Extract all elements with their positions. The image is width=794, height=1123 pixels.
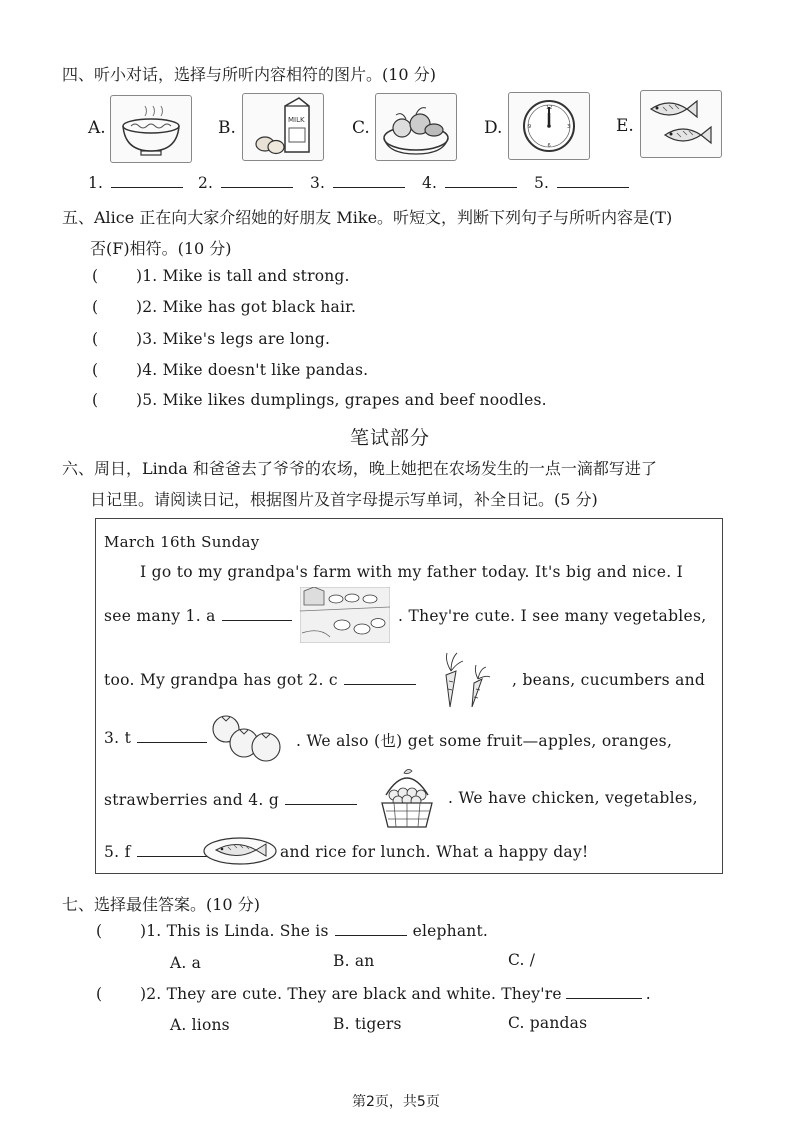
diary-line-4-rest: . We also (也) get some fruit—apples, oranges, — [296, 732, 673, 750]
noodle-bowl-icon — [110, 95, 192, 163]
tf-item-1: ( )1. Mike is tall and strong. — [92, 267, 350, 285]
svg-text:12: 12 — [546, 105, 553, 111]
blank-2[interactable] — [344, 684, 416, 685]
diary-date: March 16th Sunday — [104, 533, 260, 551]
answer-4[interactable]: 4. — [422, 174, 517, 192]
tf-item-3: ( )3. Mike's legs are long. — [92, 330, 331, 348]
diary-line-3-rest: , beans, cucumbers and — [512, 671, 706, 689]
q2-choice-b[interactable]: B. tigers — [333, 1015, 402, 1033]
blank-5[interactable] — [137, 856, 207, 857]
answer-blank[interactable] — [557, 187, 629, 188]
vegetable-basket-icon — [375, 93, 457, 161]
mc-question-1: ( )1. This is Linda. She is elephant. — [96, 922, 489, 940]
answer-blank[interactable] — [333, 187, 405, 188]
svg-text:6: 6 — [547, 143, 551, 149]
q1-choice-b[interactable]: B. an — [333, 952, 375, 970]
clock-icon — [508, 92, 590, 160]
answer-paren[interactable]: ( — [96, 922, 103, 940]
section-5-title-line1: 五、Alice 正在向大家介绍她的好朋友 Mike。听短文，判断下列句子与所听内容是(T) — [62, 208, 673, 227]
svg-text:MILK: MILK — [288, 116, 305, 124]
diary-line-5: strawberries and 4. g — [104, 791, 357, 809]
fish-plate-icon — [202, 831, 278, 867]
option-d-label: D. — [484, 118, 503, 138]
blank-q1[interactable] — [335, 935, 407, 936]
answer-paren[interactable]: ( — [92, 298, 99, 316]
diary-line-6-rest: and rice for lunch. What a happy day! — [280, 843, 589, 861]
answer-paren[interactable]: ( — [96, 985, 103, 1003]
tf-item-2: ( )2. Mike has got black hair. — [92, 298, 357, 316]
blank-4[interactable] — [285, 804, 357, 805]
q2-choice-a[interactable]: A. lions — [170, 1016, 230, 1034]
fish-icon — [640, 90, 722, 158]
diary-line-5-rest: . We have chicken, vegetables, — [448, 789, 698, 807]
q1-choice-c[interactable]: C. / — [508, 951, 536, 969]
answer-paren[interactable]: ( — [92, 330, 99, 348]
answer-5[interactable]: 5. — [534, 174, 629, 192]
option-e-label: E. — [616, 116, 634, 136]
carrot-icon — [436, 649, 506, 709]
animals-farm-icon — [300, 587, 390, 643]
answer-blank[interactable] — [445, 187, 517, 188]
page-footer: 第2页，共5页 — [352, 1094, 440, 1110]
diary-line-3: too. My grandpa has got 2. c — [104, 671, 416, 689]
answer-blank[interactable] — [111, 187, 183, 188]
diary-box — [95, 518, 723, 874]
section-6-title-line2: 日记里。请阅读日记，根据图片及首字母提示写单词，补全日记。(5 分) — [90, 490, 598, 509]
option-a-label: A. — [88, 118, 106, 138]
answer-3[interactable]: 3. — [310, 174, 405, 192]
written-part-heading: 笔试部分 — [350, 427, 431, 449]
diary-line-2-rest: . They're cute. I see many vegetables, — [398, 607, 707, 625]
diary-line-1: I go to my grandpa's farm with my father today. It's big and nice. I — [140, 563, 684, 581]
svg-text:9: 9 — [528, 124, 532, 130]
answer-paren[interactable]: ( — [92, 391, 99, 409]
option-c-label: C. — [352, 118, 370, 138]
section-7-title: 七、选择最佳答案。(10 分) — [62, 895, 260, 914]
tf-item-5: ( )5. Mike likes dumplings, grapes and beef noodles. — [92, 391, 547, 409]
section-5-title-line2: 否(F)相符。(10 分) — [90, 239, 232, 258]
blank-3[interactable] — [137, 742, 207, 743]
section-4-title: 四、听小对话，选择与所听内容相符的图片。(10 分) — [62, 65, 436, 84]
section-6-title-line1: 六、周日，Linda 和爸爸去了爷爷的农场，晚上她把在农场发生的一点一滴都写进了 — [62, 459, 657, 478]
diary-line-2: see many 1. a — [104, 607, 292, 625]
answer-blank[interactable] — [221, 187, 293, 188]
tf-item-4: ( )4. Mike doesn't like pandas. — [92, 361, 369, 379]
answer-2[interactable]: 2. — [198, 174, 293, 192]
blank-q2[interactable] — [566, 998, 642, 999]
answer-1[interactable]: 1. — [88, 174, 183, 192]
tomato-icon — [208, 711, 288, 767]
q2-choice-c[interactable]: C. pandas — [508, 1014, 588, 1032]
mc-question-2: ( )2. They are cute. They are black and white. They're . — [96, 985, 651, 1003]
blank-1[interactable] — [222, 620, 292, 621]
grape-basket-icon — [374, 765, 440, 831]
q1-choice-a[interactable]: A. a — [170, 954, 202, 972]
milk-and-eggs-icon — [242, 93, 324, 161]
answer-paren[interactable]: ( — [92, 361, 99, 379]
diary-line-6: 5. f — [104, 843, 207, 861]
diary-line-4: 3. t — [104, 729, 207, 747]
answer-paren[interactable]: ( — [92, 267, 99, 285]
option-b-label: B. — [218, 118, 236, 138]
svg-text:3: 3 — [567, 124, 571, 130]
